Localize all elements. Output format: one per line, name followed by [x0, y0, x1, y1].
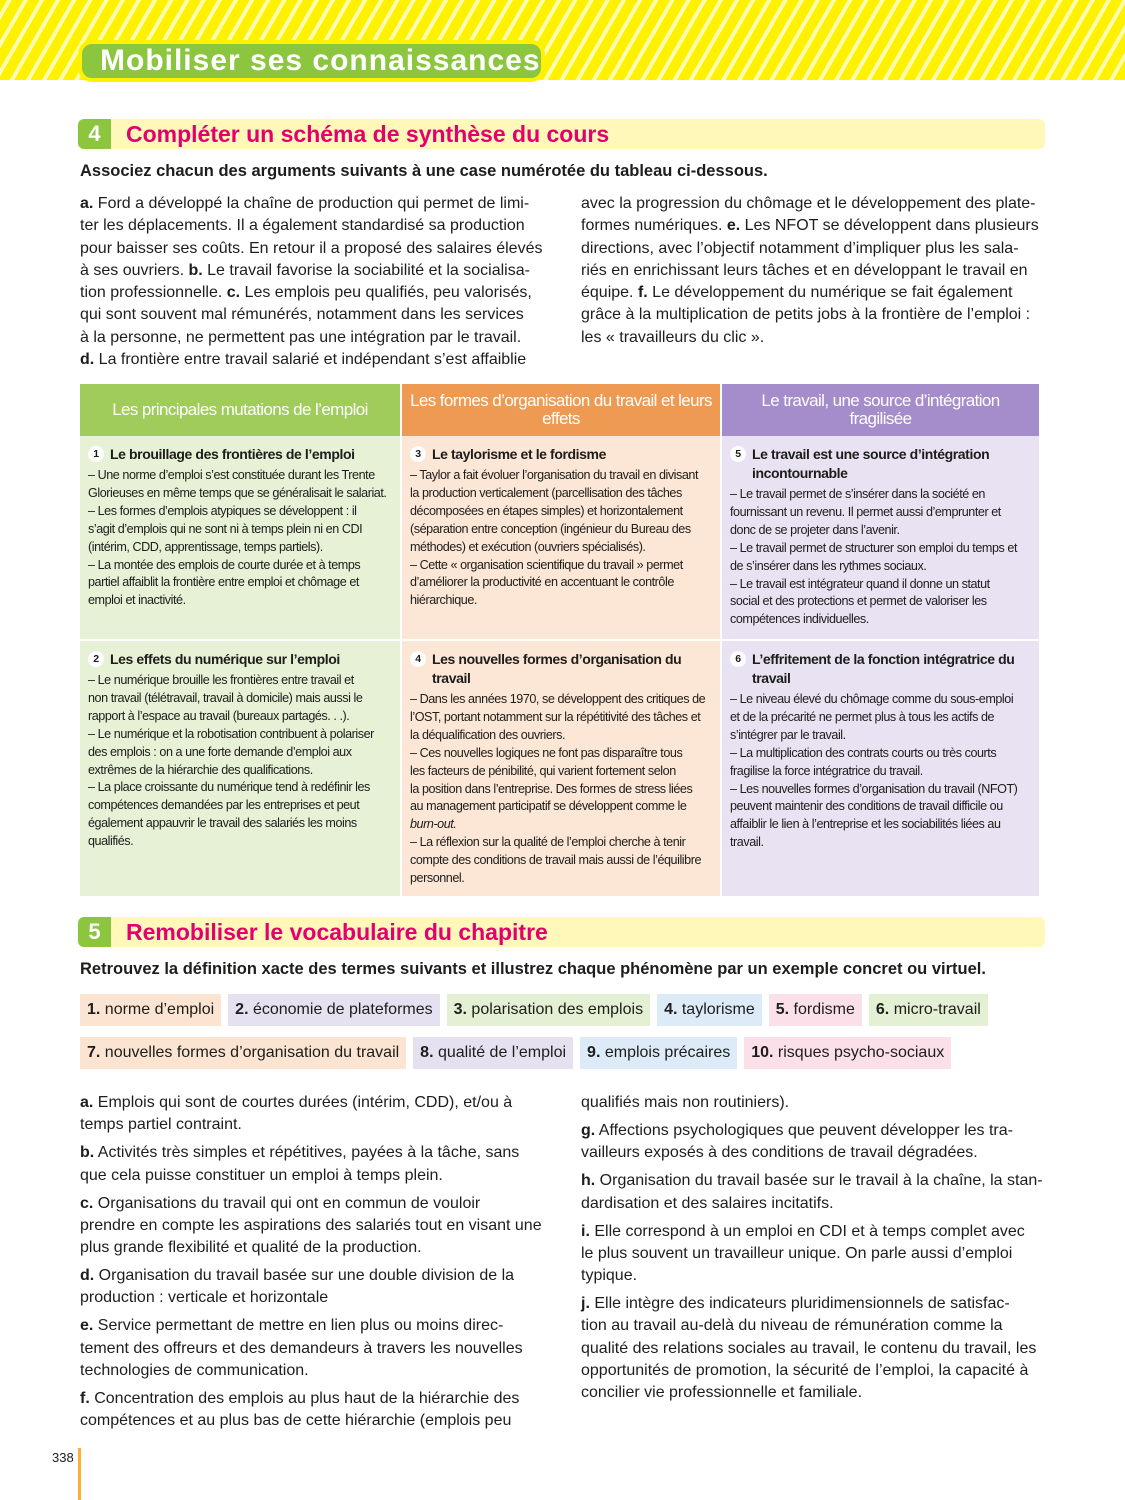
cell-title-line: travail — [752, 670, 791, 686]
section-5-header — [78, 917, 1045, 947]
cell-text-line: extrêmes de la hiérarchie des qualifications. — [88, 762, 313, 777]
cell-text-line: – Cette « organisation scientifique du travail » permet — [410, 557, 683, 572]
term-label: norme d’emploi — [100, 1001, 215, 1018]
cell-number-badge: 1 — [88, 446, 104, 462]
text-line: riés en enrichissant leurs tâches et en développant le travail en — [581, 261, 1028, 279]
term-label: risques psycho-sociaux — [773, 1044, 945, 1061]
term-label: micro-travail — [889, 1001, 981, 1018]
term-chip — [869, 994, 988, 1026]
cell-text-line: – Le numérique et la robotisation contribuent à polariser — [88, 726, 374, 741]
cell-number-badge: 4 — [410, 651, 426, 667]
text-line: ter les déplacements. Il a également standardisé sa production — [80, 217, 525, 235]
term-chip — [580, 1037, 737, 1069]
cell-text-line: de s’insérer dans les rythmes sociaux. — [730, 558, 927, 573]
text-line: tion professionnelle. c. Les emplois peu qualifiés, peu valorisés, — [80, 284, 532, 302]
text-line: typique. — [581, 1267, 638, 1285]
definition-letter: d. — [80, 1267, 95, 1285]
page-number: 338 — [52, 1450, 74, 1465]
text-line: dardisation et des salaires incitatifs. — [581, 1194, 834, 1212]
cell-text-line: fragilise la force intégratrice du travail. — [730, 763, 923, 778]
term-chip — [228, 994, 439, 1026]
term-chip — [447, 994, 650, 1026]
cell-title-line: Le brouillage des frontières de l’emploi — [110, 446, 355, 462]
text-line: qui sont souvent mal rémunérés, notamment dans les services — [80, 306, 524, 324]
text-line: plus grande flexibilité et qualité de la production. — [80, 1239, 422, 1257]
cell-title-line: Le travail est une source d’intégration — [752, 446, 990, 462]
text-line: tement des offreurs et des demandeurs à travers les nouvelles — [80, 1339, 523, 1357]
text-line: à la personne, ne permettent pas une intégration par le travail. — [80, 328, 522, 346]
definition-letter: c. — [80, 1194, 94, 1212]
cell-text-line: social et des protections et permet de valoriser les — [730, 594, 987, 609]
text-line: concilier vie professionnelle et familiale. — [581, 1384, 863, 1402]
section-5-number: 5 — [78, 917, 111, 947]
text-line: grâce à la multiplication de petits jobs à la frontière de l’emploi : — [581, 306, 1031, 324]
cell-heading — [88, 650, 392, 669]
section-4-number: 4 — [78, 119, 111, 149]
term-label: emplois précaires — [600, 1044, 731, 1061]
cell-number-badge: 5 — [730, 446, 746, 462]
page-number-rule — [78, 1448, 81, 1500]
table-header-row — [80, 384, 1040, 436]
cell-text-line: donc de se projeter dans l’avenir. — [730, 522, 900, 537]
term-label: économie de plateformes — [248, 1001, 433, 1018]
term-label: fordisme — [789, 1001, 855, 1018]
cell-text-line: – La multiplication des contrats courts ou très courts — [730, 745, 997, 760]
cell-text-line: Glorieuses en même temps que se généralisait le salariat. — [88, 485, 387, 500]
text-line: qualité des relations sociales au travail, le contenu du travail, les — [581, 1339, 1037, 1357]
cell-title — [752, 445, 989, 483]
term-label: nouvelles formes d’organisation du travail — [100, 1044, 400, 1061]
cell-text-line: méthodes) et exécution (ouvriers spécialisés). — [410, 539, 646, 554]
text-line: d. La frontière entre travail salarié et indépendant s’est affaiblie — [80, 351, 527, 369]
cell-text-line: (séparation entre conception (ingénieur du Bureau des — [410, 521, 691, 536]
text-line: directions, avec l’objectif notamment d’impliquer plus les sala- — [581, 239, 1019, 257]
text-line: b. Activités très simples et répétitives, payées à la tâche, sans — [80, 1144, 520, 1162]
section-4-header — [78, 119, 1045, 149]
definition-letter: e. — [80, 1317, 94, 1335]
cell-text-line: – Le niveau élevé du chômage comme du sous-emploi — [730, 692, 1014, 706]
text-line: e. Service permettant de mettre en lien plus ou moins direc- — [80, 1317, 504, 1335]
text-line: f. Concentration des emplois au plus haut de la hiérarchie des — [80, 1390, 520, 1407]
page-title: Mobiliser ses connaissances — [78, 40, 545, 82]
definition-item — [581, 1170, 1045, 1215]
cell-text-line: d’améliorer la productivité en accentuant le contrôle — [410, 575, 674, 590]
term-number: 3. — [453, 1001, 467, 1018]
cell-text-line: – Une norme d’emploi s’est constituée durant les Trente — [88, 468, 375, 482]
text-line: d. Organisation du travail basée sur une double division de la — [80, 1267, 515, 1285]
text-line: c. Organisations du travail qui ont en commun de vouloir — [80, 1194, 481, 1212]
text-line: pour baisser ses coûts. En retour il a proposé des salaires élevés — [80, 239, 543, 257]
cell-text-line: – Les nouvelles formes d’organisation du travail (NFOT) — [730, 781, 1018, 796]
cell-heading — [730, 650, 1031, 688]
cell-heading — [410, 650, 712, 688]
definition-letter: h. — [581, 1172, 596, 1190]
cell-number-badge: 2 — [88, 651, 104, 667]
table-row — [80, 436, 1040, 640]
cell-text-line: compétences individuelles. — [730, 612, 869, 627]
term-number: 5. — [775, 1001, 790, 1018]
text-line: g. Affections psychologiques que peuvent développer les tra- — [581, 1121, 1013, 1139]
text-line: le plus souvent un travailleur unique. On parle aussi d’emploi — [581, 1244, 1013, 1262]
text-line: opportunités de promotion, la sécurité de l’emploi, la capacité à — [581, 1362, 1029, 1380]
section-4-title: Compléter un schéma de synthèse du cours — [126, 121, 610, 147]
cell-title-line: L’effritement de la fonction intégratrice du — [752, 651, 1015, 667]
table-header-cell: Les principales mutations de l’emploi — [80, 384, 401, 436]
definition-letter: f. — [80, 1390, 90, 1407]
term-number: 4. — [664, 1001, 678, 1018]
table-cell — [721, 640, 1040, 897]
cell-text-line: – La montée des emplois de courte durée et à temps — [88, 557, 361, 572]
definition-letter: i. — [581, 1222, 590, 1240]
term-chip — [413, 1037, 573, 1069]
section-4-text-right — [581, 193, 1044, 349]
cell-text-line: – Le travail permet de s’insérer dans la société en — [730, 487, 985, 501]
text-line: h. Organisation du travail basée sur le travail à la chaîne, la stan- — [581, 1172, 1043, 1190]
cell-text-line: – Taylor a fait évoluer l’organisation du travail en divisant — [410, 468, 699, 482]
term-label: taylorisme — [677, 1001, 755, 1018]
term-number: 9. — [587, 1044, 601, 1061]
text-line: avec la progression du chômage et le développement des plate- — [581, 195, 1036, 212]
definition-item — [581, 1221, 1045, 1288]
text-line: temps partiel contraint. — [80, 1116, 242, 1134]
cell-text-line: qualifiés. — [88, 834, 134, 849]
cell-text-line: non travail (télétravail, travail à domicile) mais aussi le — [88, 690, 363, 705]
table-cell — [80, 640, 401, 897]
definition-letter: g. — [581, 1121, 596, 1139]
cell-text-line: et de la précarité ne permet plus à tous les actifs de — [730, 709, 995, 724]
cell-text-line: compétences demandées par les entreprises et peut — [88, 798, 360, 813]
term-chip — [80, 994, 221, 1026]
cell-text-line: – Dans les années 1970, se développent des critiques de — [410, 692, 706, 706]
text-line: tion au travail au-delà du niveau de rémunération comme la — [581, 1317, 1003, 1335]
definition-item — [581, 1293, 1045, 1404]
definition-letter: j. — [581, 1295, 590, 1313]
cell-title — [432, 445, 606, 464]
section-4-text-left — [80, 193, 544, 371]
table-header-cell: Le travail, une source d’intégration fragilisée — [721, 384, 1040, 436]
cell-text-line: burn-out. — [410, 817, 457, 832]
cell-text-line: s’intégrer par le travail. — [730, 727, 846, 742]
definition-item — [80, 1142, 545, 1187]
definition-item — [80, 1092, 545, 1137]
cell-text-line: – Le travail est intégrateur quand il donne un statut — [730, 576, 990, 591]
cell-title-line: Les nouvelles formes d’organisation du travail — [432, 651, 682, 686]
cell-text-line: personnel. — [410, 871, 465, 886]
section-5-title: Remobiliser le vocabulaire du chapitre — [126, 919, 548, 945]
term-label: polarisation des emplois — [466, 1001, 644, 1018]
synthesis-table — [80, 384, 1041, 898]
text-line: formes numériques. e. Les NFOT se développent dans plusieurs — [581, 217, 1039, 235]
term-number: 1. — [87, 1001, 101, 1018]
term-number: 8. — [420, 1044, 434, 1061]
text-line: équipe. f. Le développement du numérique se fait également — [581, 284, 1013, 302]
cell-text-line: également appauvrir le travail des salariés les moins — [88, 816, 357, 831]
cell-number-badge: 3 — [410, 446, 426, 462]
cell-title-line: incontournable — [752, 465, 848, 481]
cell-number-badge: 6 — [730, 651, 746, 667]
text-line: compétences et au plus bas de cette hiérarchie (emplois peu — [80, 1412, 512, 1430]
cell-text-line: – Ces nouvelles logiques ne font pas disparaître tous — [410, 745, 683, 760]
text-line: vailleurs exposés à des conditions de travail dégradées. — [581, 1144, 978, 1162]
table-cell — [721, 436, 1040, 640]
cell-text-line: (intérim, CDD, apprentissage, temps partiels). — [88, 539, 323, 554]
term-number: 6. — [875, 1001, 890, 1018]
text-line: que cela puisse constituer un emploi à temps plein. — [80, 1166, 443, 1184]
cell-text-line: affaiblir le lien à l’entreprise et les sociabilités liées au — [730, 817, 1001, 832]
text-line: i. Elle correspond à un emploi en CDI et à temps complet avec — [581, 1222, 1025, 1240]
cell-text-line: l’OST, portant notamment sur la répétitivité des tâches et — [410, 709, 701, 724]
definition-item — [80, 1315, 545, 1382]
table-cell — [80, 436, 401, 640]
cell-text-line: rapport à l’espace au travail (bureaux partagés. . .). — [88, 708, 350, 723]
text-line: technologies de communication. — [80, 1362, 309, 1380]
cell-heading — [730, 445, 1031, 483]
term-chip — [80, 1037, 406, 1069]
term-number: 2. — [235, 1001, 249, 1018]
cell-text-line: – Les formes d’emplois atypiques se développent : il — [88, 503, 357, 518]
cell-text-line: décomposées en étapes simples) et horizontalement — [410, 503, 683, 518]
cell-title — [752, 650, 1014, 688]
cell-title-line: Les effets du numérique sur l’emploi — [110, 651, 340, 667]
cell-text-line: peuvent maintenir des conditions de travail difficile ou — [730, 799, 1003, 814]
table-header-cell: Les formes d’organisation du travail et leurs effets — [401, 384, 721, 436]
text-line: a. Emplois qui sont de courtes durées (intérim, CDD), et/ou à — [80, 1094, 513, 1111]
term-list-row-1 — [80, 994, 988, 1026]
text-line: qualifiés mais non routiniers). — [581, 1094, 790, 1111]
section-4-instruction: Associez chacun des arguments suivants à une case numérotée du tableau ci-dessous. — [80, 162, 768, 180]
cell-title — [432, 650, 712, 688]
definitions-right-column — [581, 1092, 1045, 1410]
cell-text-line: la position dans l’entreprise. Des formes de stress liées — [410, 781, 693, 796]
cell-title — [110, 650, 340, 669]
cell-text-line: compte des conditions de travail mais aussi de l’équilibre — [410, 853, 702, 868]
term-number: 7. — [87, 1044, 101, 1061]
cell-text-line: – La réflexion sur la qualité de l’emploi cherche à tenir — [410, 835, 686, 850]
cell-text-line: fournissant un revenu. Il permet aussi d’emprunter et — [730, 504, 1001, 519]
cell-text-line: partiel affaiblit la frontière entre emploi et chômage et — [88, 575, 359, 590]
cell-text-line: travail. — [730, 835, 764, 850]
text-line: j. Elle intègre des indicateurs pluridimensionnels de satisfac- — [581, 1295, 1010, 1313]
cell-heading — [410, 445, 712, 464]
term-label: qualité de l’emploi — [433, 1044, 567, 1061]
term-chip — [769, 994, 862, 1026]
cell-text-line: la production verticalement (parcellisation des tâches — [410, 485, 682, 500]
definition-item — [80, 1193, 545, 1260]
term-number: 10. — [751, 1044, 774, 1061]
table-cell — [401, 436, 721, 640]
definition-letter: b. — [80, 1144, 95, 1162]
definition-item — [581, 1120, 1045, 1165]
term-list-row-2 — [80, 1037, 951, 1069]
definition-letter: a. — [80, 1094, 94, 1111]
cell-heading — [88, 445, 392, 464]
cell-text-line: – Le numérique brouille les frontières entre travail et — [88, 673, 354, 687]
cell-text-line: emploi et inactivité. — [88, 593, 186, 608]
term-chip — [744, 1037, 951, 1069]
cell-text-line: – Le travail permet de structurer son emploi du temps et — [730, 540, 1017, 555]
cell-text-line: au management participatif se développent comme le — [410, 799, 687, 814]
text-line: production : verticale et horizontale — [80, 1289, 329, 1307]
cell-text-line: les facteurs de pénibilité, qui varient fortement selon — [410, 763, 676, 778]
text-line: a. Ford a développé la chaîne de production qui permet de limi- — [80, 195, 530, 212]
cell-text-line: la déqualification des ouvriers. — [410, 727, 566, 742]
cell-title — [110, 445, 355, 464]
cell-text-line: hiérarchique. — [410, 593, 477, 608]
text-line: prendre en compte les aspirations des salariés tout en visant une — [80, 1216, 542, 1234]
definition-item — [581, 1092, 1045, 1114]
definition-item — [80, 1265, 545, 1310]
cell-text-line: – La place croissante du numérique tend à redéfinir les — [88, 780, 370, 795]
cell-text-line: s’agit d’emplois qui ne sont ni à temps plein ni en CDI — [88, 521, 363, 536]
cell-text-line: des emplois : on a une forte demande d’emploi aux — [88, 744, 352, 759]
table-cell — [401, 640, 721, 897]
definitions-left-column — [80, 1092, 545, 1438]
table-row — [80, 640, 1040, 897]
text-line: les « travailleurs du clic ». — [581, 328, 765, 346]
section-5-instruction: Retrouvez la définition xacte des termes suivants et illustrez chaque phénomène par un exemple concret ou virtuel. — [80, 960, 986, 978]
cell-title-line: Le taylorisme et le fordisme — [432, 446, 606, 462]
term-chip — [657, 994, 762, 1026]
text-line: à ses ouvriers. b. Le travail favorise la sociabilité et la socialisa- — [80, 261, 530, 279]
definition-item — [80, 1388, 545, 1433]
